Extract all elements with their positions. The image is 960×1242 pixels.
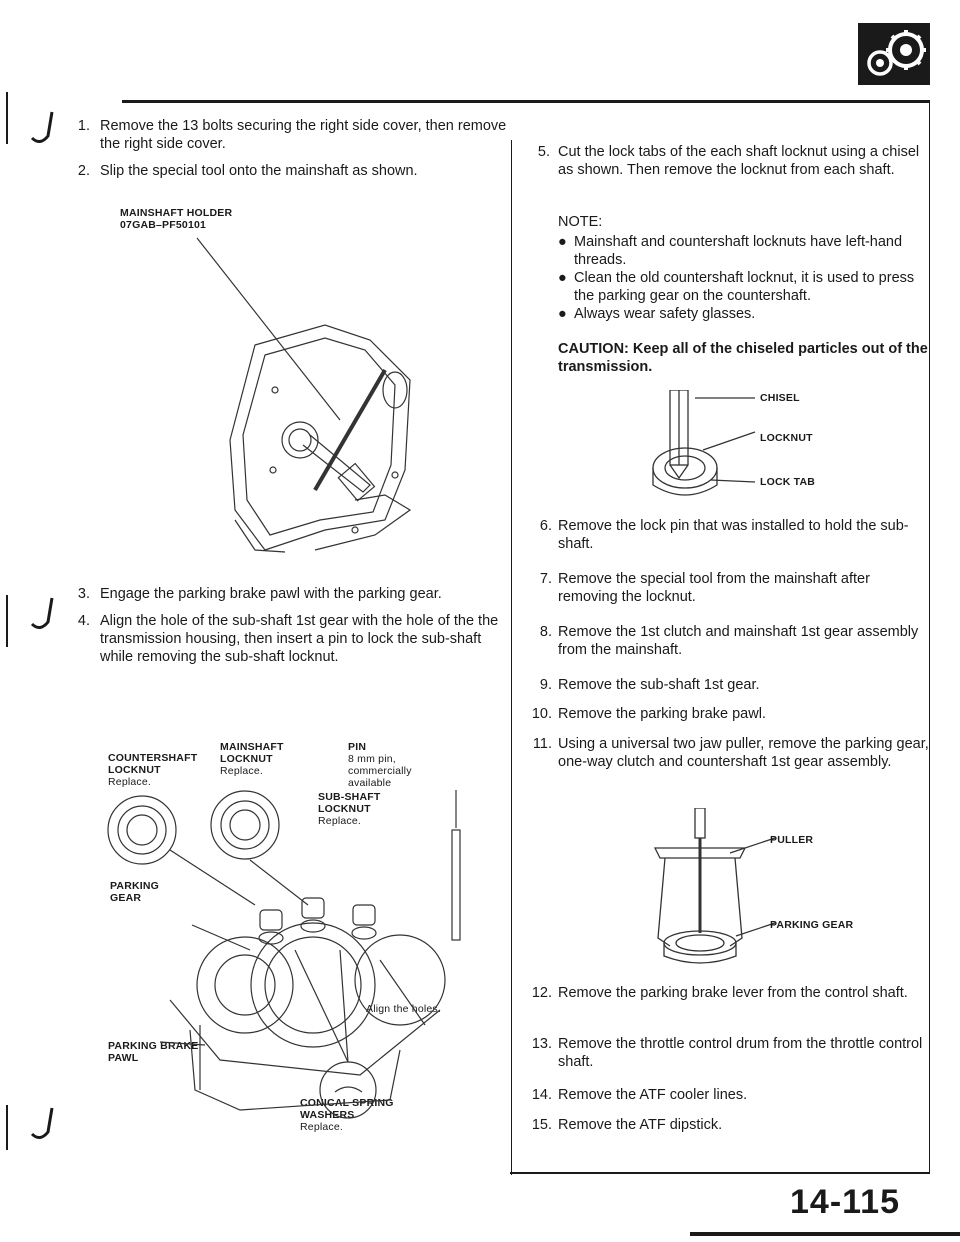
subshaft-locknut-label: SUB-SHAFT LOCKNUT Replace.	[318, 791, 381, 827]
parking-gear-label: PARKING GEAR	[110, 880, 160, 904]
check-mark-icon	[28, 108, 56, 148]
parking-gear-label-2: PARKING GEAR	[770, 919, 854, 931]
pin-label: PIN 8 mm pin, commercially available	[348, 741, 412, 789]
note-item: ● Clean the old countershaft locknut, it is used to press the parking gear on the countershaft.	[558, 270, 915, 304]
transmission-gear-icon	[858, 23, 930, 85]
notes-list	[558, 233, 930, 323]
mainshaft-holder-label: MAINSHAFT HOLDER 07GAB–PF50101	[120, 207, 233, 231]
puller-figure	[650, 808, 780, 973]
mainshaft-holder-figure	[195, 230, 455, 560]
check-mark-icon	[28, 1104, 56, 1144]
binding-mark	[6, 92, 8, 144]
align-holes-label: Align the holes.	[366, 1003, 441, 1015]
note-item: ● Always wear safety glasses.	[558, 306, 756, 322]
sub-shaft-locknut-figure	[100, 790, 480, 1120]
locknut-label: LOCKNUT	[760, 432, 813, 444]
chisel-label: CHISEL	[760, 392, 800, 404]
binding-mark	[6, 1105, 8, 1150]
countershaft-locknut-label: COUNTERSHAFT LOCKNUT Replace.	[108, 752, 198, 788]
parking-brake-pawl-label: PARKING BRAKE PAWL	[108, 1040, 199, 1064]
lock-tab-label: LOCK TAB	[760, 476, 816, 488]
mainshaft-locknut-label: MAINSHAFT LOCKNUT Replace.	[220, 741, 284, 777]
check-mark-icon	[28, 594, 56, 634]
note-label: NOTE:	[558, 214, 603, 230]
page-number: 14-115	[790, 1183, 900, 1221]
footer-rule	[510, 1172, 930, 1174]
chisel-locknut-figure	[645, 390, 765, 500]
section-icon	[858, 23, 930, 85]
note-item: ● Mainshaft and countershaft locknuts have left-hand threads.	[558, 234, 903, 268]
caution-text: CAUTION: Keep all of the chiseled particles out of the transmission.	[558, 341, 928, 375]
header-rule	[122, 100, 930, 103]
binding-mark	[6, 595, 8, 647]
conical-washers-label: CONICAL SPRING WASHERS Replace.	[300, 1097, 394, 1133]
bottom-rule	[690, 1232, 960, 1236]
puller-label: PULLER	[770, 834, 814, 846]
column-divider	[511, 140, 512, 1175]
